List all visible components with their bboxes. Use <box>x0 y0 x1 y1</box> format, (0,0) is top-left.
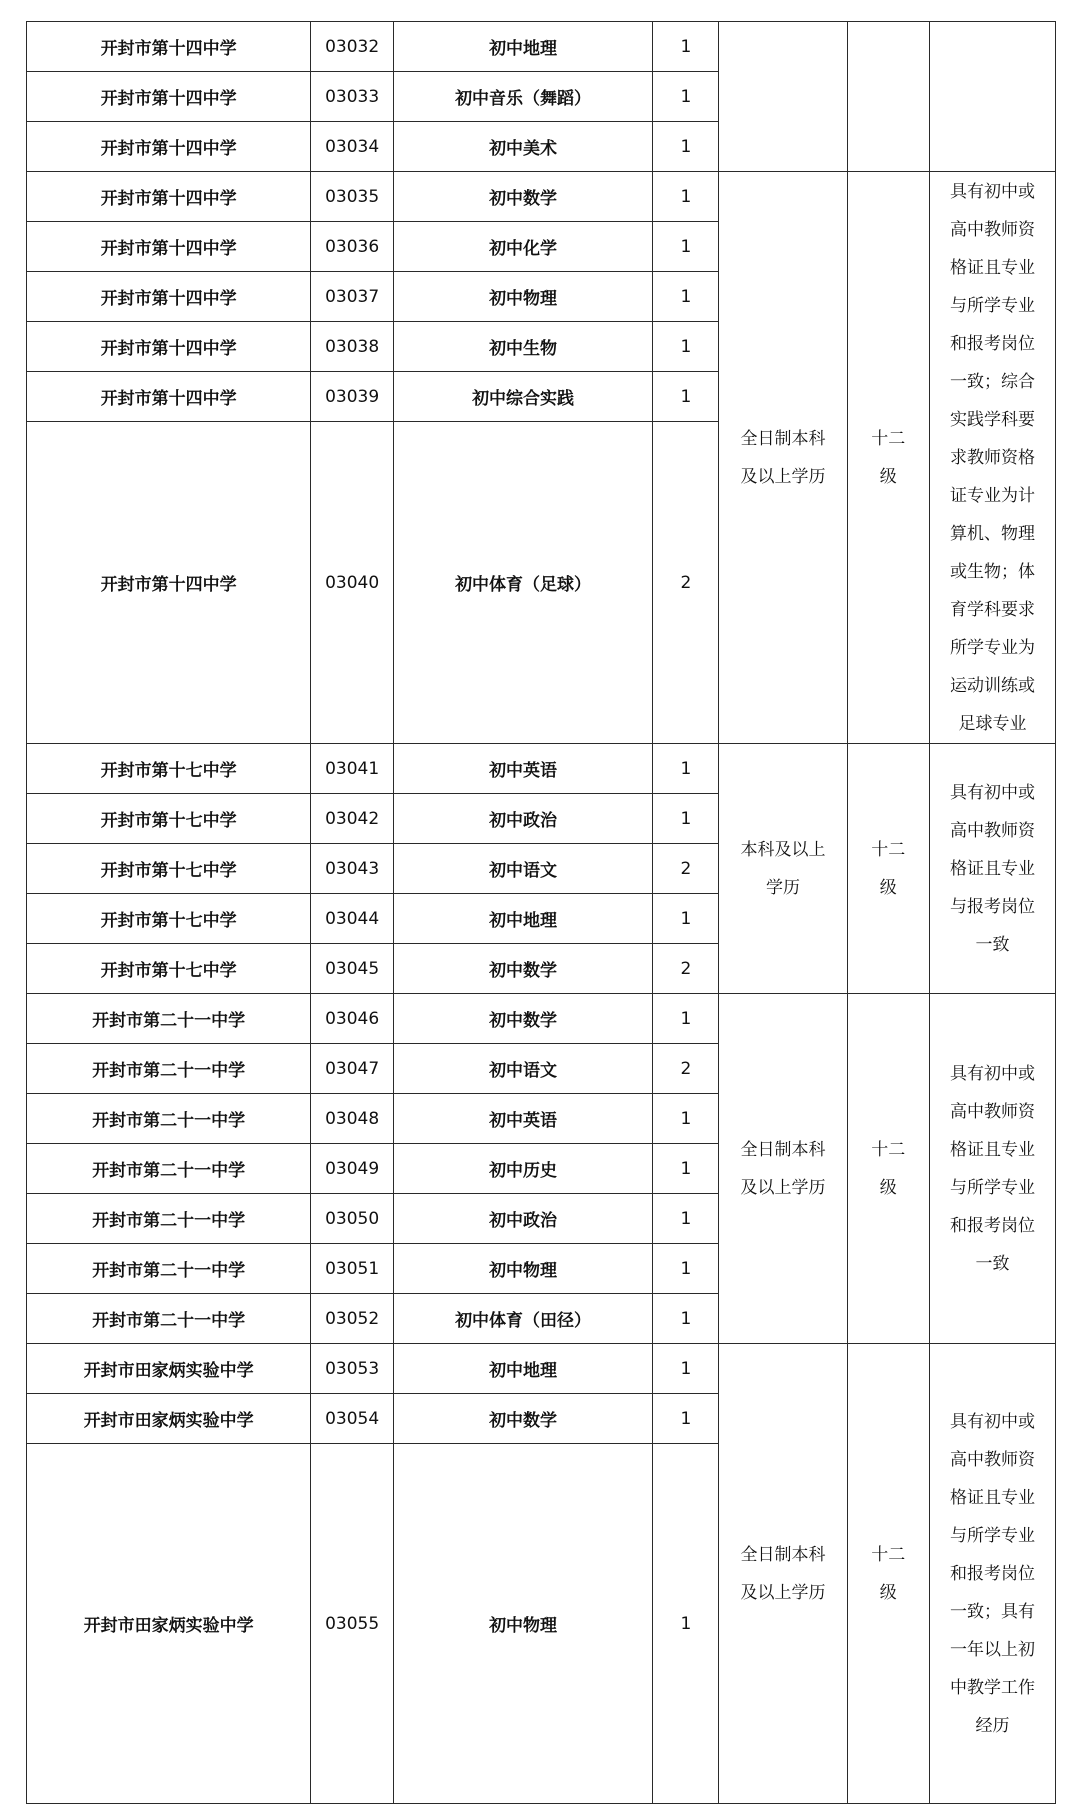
headcount-cell: 1 <box>653 1194 719 1244</box>
school-cell: 开封市第二十一中学 <box>27 1294 311 1344</box>
requirement-cell: 具有初中或 高中教师资 格证且专业 与所学专业 和报考岗位 一致；具有 一年以上初 中教学工作 经历 <box>930 1344 1056 1804</box>
post-name-cell: 初中政治 <box>393 1194 652 1244</box>
post-name-cell: 初中地理 <box>393 894 652 944</box>
school-cell: 开封市第十七中学 <box>27 944 311 994</box>
education-cell: 全日制本科 及以上学历 <box>719 1344 847 1804</box>
headcount-cell: 1 <box>653 1094 719 1144</box>
headcount-cell: 2 <box>653 1044 719 1094</box>
headcount-cell: 1 <box>653 744 719 794</box>
post-name-cell: 初中数学 <box>393 994 652 1044</box>
school-cell: 开封市第二十一中学 <box>27 1094 311 1144</box>
school-cell: 开封市第十四中学 <box>27 422 311 744</box>
post-name-cell: 初中语文 <box>393 844 652 894</box>
post-code-cell: 03048 <box>311 1094 393 1144</box>
post-name-cell: 初中地理 <box>393 22 652 72</box>
school-cell: 开封市第十四中学 <box>27 172 311 222</box>
headcount-cell: 1 <box>653 222 719 272</box>
headcount-cell: 1 <box>653 794 719 844</box>
headcount-cell: 1 <box>653 322 719 372</box>
post-code-cell: 03050 <box>311 1194 393 1244</box>
headcount-cell: 1 <box>653 1344 719 1394</box>
grade-cell <box>847 22 929 172</box>
post-name-cell: 初中美术 <box>393 122 652 172</box>
school-cell: 开封市第十四中学 <box>27 22 311 72</box>
school-cell: 开封市第二十一中学 <box>27 1244 311 1294</box>
post-name-cell: 初中地理 <box>393 1344 652 1394</box>
school-cell: 开封市第二十一中学 <box>27 1194 311 1244</box>
headcount-cell: 1 <box>653 894 719 944</box>
school-cell: 开封市第二十一中学 <box>27 1044 311 1094</box>
school-cell: 开封市第十四中学 <box>27 322 311 372</box>
post-code-cell: 03053 <box>311 1344 393 1394</box>
post-name-cell: 初中物理 <box>393 1244 652 1294</box>
headcount-cell: 1 <box>653 1144 719 1194</box>
post-name-cell: 初中综合实践 <box>393 372 652 422</box>
headcount-cell: 1 <box>653 1444 719 1804</box>
post-code-cell: 03045 <box>311 944 393 994</box>
grade-cell: 十二 级 <box>847 994 929 1344</box>
post-name-cell: 初中体育（田径） <box>393 1294 652 1344</box>
post-code-cell: 03042 <box>311 794 393 844</box>
post-name-cell: 初中政治 <box>393 794 652 844</box>
post-code-cell: 03044 <box>311 894 393 944</box>
headcount-cell: 1 <box>653 372 719 422</box>
education-cell: 本科及以上 学历 <box>719 744 847 994</box>
post-code-cell: 03041 <box>311 744 393 794</box>
grade-cell: 十二 级 <box>847 1344 929 1804</box>
post-code-cell: 03051 <box>311 1244 393 1294</box>
school-cell: 开封市第二十一中学 <box>27 1144 311 1194</box>
school-cell: 开封市第十四中学 <box>27 272 311 322</box>
school-cell: 开封市第十四中学 <box>27 72 311 122</box>
post-code-cell: 03055 <box>311 1444 393 1804</box>
post-code-cell: 03047 <box>311 1044 393 1094</box>
post-code-cell: 03038 <box>311 322 393 372</box>
school-cell: 开封市第十四中学 <box>27 122 311 172</box>
school-cell: 开封市第二十一中学 <box>27 994 311 1044</box>
post-code-cell: 03034 <box>311 122 393 172</box>
school-cell: 开封市第十四中学 <box>27 222 311 272</box>
headcount-cell: 1 <box>653 994 719 1044</box>
post-code-cell: 03054 <box>311 1394 393 1444</box>
school-cell: 开封市第十七中学 <box>27 844 311 894</box>
headcount-cell: 1 <box>653 1244 719 1294</box>
requirement-cell: 具有初中或 高中教师资 格证且专业 与所学专业 和报考岗位 一致；综合 实践学科要 求教师资格 证专业为计 算机、物理 或生物；体 育学科要求 所学专业为 运动训练或 足球专业 <box>930 172 1056 744</box>
post-code-cell: 03039 <box>311 372 393 422</box>
post-name-cell: 初中生物 <box>393 322 652 372</box>
recruitment-table <box>26 21 1056 1804</box>
post-name-cell: 初中历史 <box>393 1144 652 1194</box>
post-name-cell: 初中数学 <box>393 172 652 222</box>
education-cell: 全日制本科 及以上学历 <box>719 994 847 1344</box>
school-cell: 开封市第十七中学 <box>27 794 311 844</box>
school-cell: 开封市田家炳实验中学 <box>27 1444 311 1804</box>
school-cell: 开封市第十七中学 <box>27 744 311 794</box>
table-row <box>27 994 1056 1044</box>
post-code-cell: 03052 <box>311 1294 393 1344</box>
school-cell: 开封市田家炳实验中学 <box>27 1394 311 1444</box>
post-name-cell: 初中语文 <box>393 1044 652 1094</box>
post-name-cell: 初中数学 <box>393 1394 652 1444</box>
post-code-cell: 03043 <box>311 844 393 894</box>
school-cell: 开封市田家炳实验中学 <box>27 1344 311 1394</box>
requirement-cell: 具有初中或 高中教师资 格证且专业 与所学专业 和报考岗位 一致 <box>930 994 1056 1344</box>
post-name-cell: 初中英语 <box>393 744 652 794</box>
table-row <box>27 1344 1056 1394</box>
post-name-cell: 初中英语 <box>393 1094 652 1144</box>
post-code-cell: 03032 <box>311 22 393 72</box>
grade-cell: 十二 级 <box>847 172 929 744</box>
education-cell <box>719 22 847 172</box>
table-row <box>27 172 1056 222</box>
headcount-cell: 1 <box>653 122 719 172</box>
post-code-cell: 03049 <box>311 1144 393 1194</box>
headcount-cell: 1 <box>653 22 719 72</box>
post-name-cell: 初中数学 <box>393 944 652 994</box>
post-name-cell: 初中体育（足球） <box>393 422 652 744</box>
headcount-cell: 1 <box>653 72 719 122</box>
post-code-cell: 03036 <box>311 222 393 272</box>
post-code-cell: 03037 <box>311 272 393 322</box>
education-cell: 全日制本科 及以上学历 <box>719 172 847 744</box>
table-row <box>27 744 1056 794</box>
requirement-cell <box>930 22 1056 172</box>
post-name-cell: 初中物理 <box>393 272 652 322</box>
post-name-cell: 初中化学 <box>393 222 652 272</box>
headcount-cell: 1 <box>653 272 719 322</box>
post-code-cell: 03035 <box>311 172 393 222</box>
headcount-cell: 2 <box>653 844 719 894</box>
headcount-cell: 1 <box>653 1394 719 1444</box>
post-name-cell: 初中音乐（舞蹈） <box>393 72 652 122</box>
headcount-cell: 1 <box>653 172 719 222</box>
headcount-cell: 2 <box>653 944 719 994</box>
post-name-cell: 初中物理 <box>393 1444 652 1804</box>
headcount-cell: 2 <box>653 422 719 744</box>
table-row <box>27 22 1056 72</box>
requirement-cell: 具有初中或 高中教师资 格证且专业 与报考岗位 一致 <box>930 744 1056 994</box>
post-code-cell: 03040 <box>311 422 393 744</box>
grade-cell: 十二 级 <box>847 744 929 994</box>
headcount-cell: 1 <box>653 1294 719 1344</box>
post-code-cell: 03033 <box>311 72 393 122</box>
recruitment-table-page <box>26 21 1056 1736</box>
school-cell: 开封市第十四中学 <box>27 372 311 422</box>
school-cell: 开封市第十七中学 <box>27 894 311 944</box>
post-code-cell: 03046 <box>311 994 393 1044</box>
